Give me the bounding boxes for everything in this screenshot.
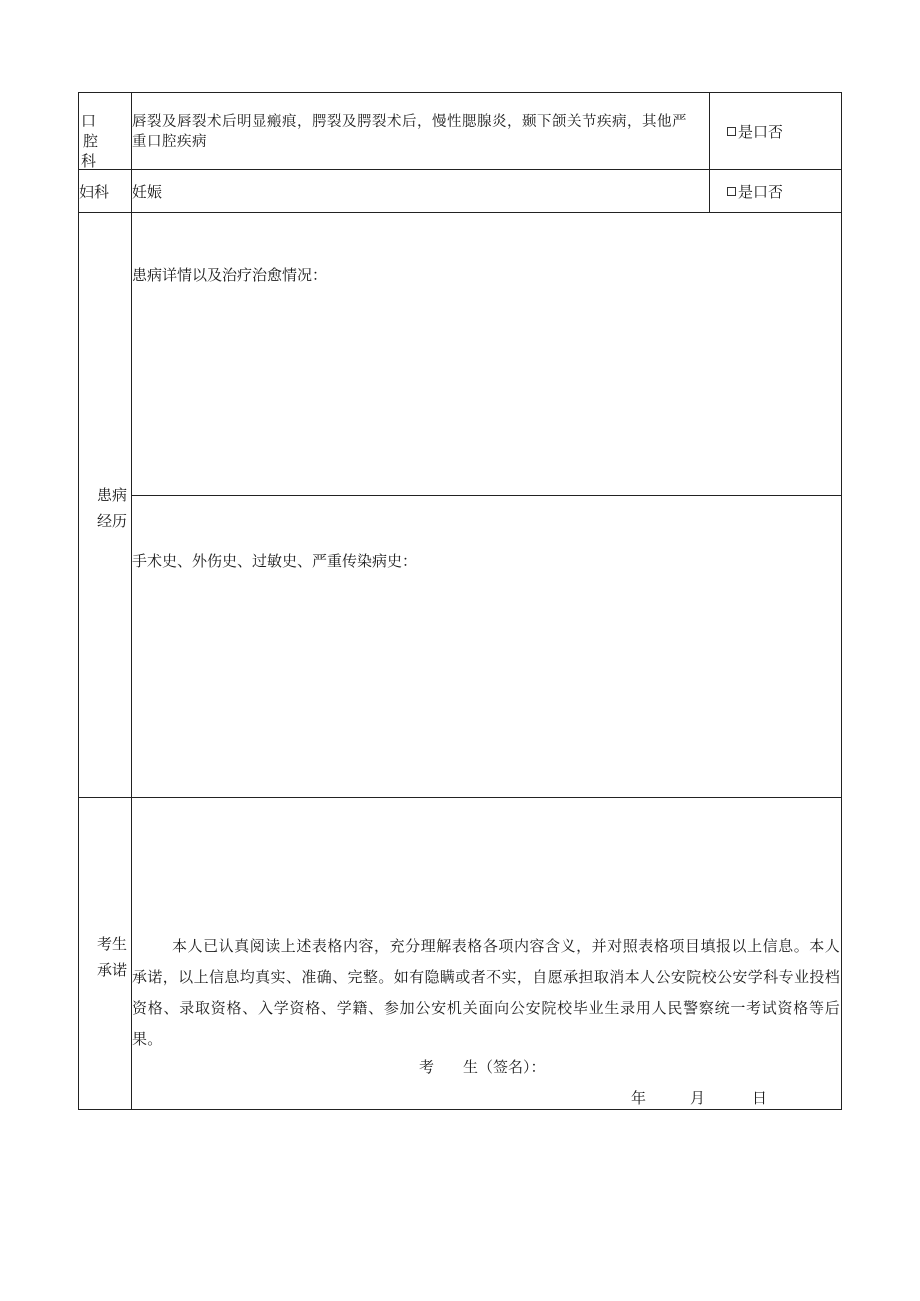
row-divider-history-inner [131, 495, 842, 496]
illness-details-label: 患病详情以及治疗治愈情况： [132, 266, 328, 284]
oral-no-checkbox[interactable]: 口 [753, 123, 769, 141]
gyn-conditions: 妊娠 [132, 183, 163, 201]
oral-conditions-line-1: 唇裂及唇裂术后明显瘢痕，腭裂及腭裂术后，慢性腮腺炎，颞下颌关节疾病，其他严 [132, 114, 687, 130]
oral-yes-no-options [727, 121, 783, 142]
row-divider-history-pledge [78, 797, 842, 798]
date-year-label: 年 [631, 1089, 647, 1107]
history-category-line-2: 经历 [97, 512, 128, 530]
pledge-category-line-2: 承诺 [97, 961, 128, 979]
oral-yes-label: 是 [738, 123, 754, 141]
column-divider-answer [709, 92, 710, 212]
surgery-history-label: 手术史、外伤史、过敏史、严重传染病史： [132, 552, 418, 570]
oral-conditions-line-2: 重口腔疾病 [132, 134, 207, 150]
oral-category-char-1: 口 [81, 112, 97, 130]
history-category-line-1: 患病 [97, 486, 128, 504]
oral-category-label [81, 111, 121, 171]
gyn-no-label: 否 [768, 183, 784, 201]
oral-yes-checkbox[interactable] [727, 127, 736, 136]
signature-field[interactable] [556, 1054, 756, 1078]
oral-no-label: 否 [768, 123, 784, 141]
date-month-label: 月 [690, 1089, 706, 1107]
illness-details-field[interactable] [132, 290, 840, 490]
surgery-history-field[interactable] [132, 576, 840, 792]
gyn-no-checkbox[interactable]: 口 [753, 183, 769, 201]
gyn-yes-label: 是 [738, 183, 754, 201]
gyn-category-label: 妇科 [79, 183, 110, 201]
oral-category-char-2: 腔 [83, 132, 99, 150]
date-day-label: 日 [752, 1089, 768, 1107]
pledge-text: 本人已认真阅读上述表格内容，充分理解表格各项内容含义，并对照表格项目填报以上信息。本人承诺，以上信息均真实、准确、完整。如有隐瞒或者不实，自愿承担取消本人公安院校公安学科专业投档资格、录取资格、入学资格、学籍、参加公安机关面向公安院校毕业生录用人民警察统一考试资格等后果。 [132, 937, 840, 1048]
signature-label-a: 考 [419, 1058, 435, 1076]
gyn-yes-no-options [727, 181, 783, 202]
row-divider-oral-gyn [78, 169, 842, 170]
gyn-yes-checkbox[interactable] [727, 187, 736, 196]
pledge-category-line-1: 考生 [97, 935, 128, 953]
signature-label-b: 生（签名）： [463, 1058, 546, 1076]
oral-category-char-3: 科 [81, 152, 97, 170]
row-divider-gyn-history [78, 212, 842, 213]
